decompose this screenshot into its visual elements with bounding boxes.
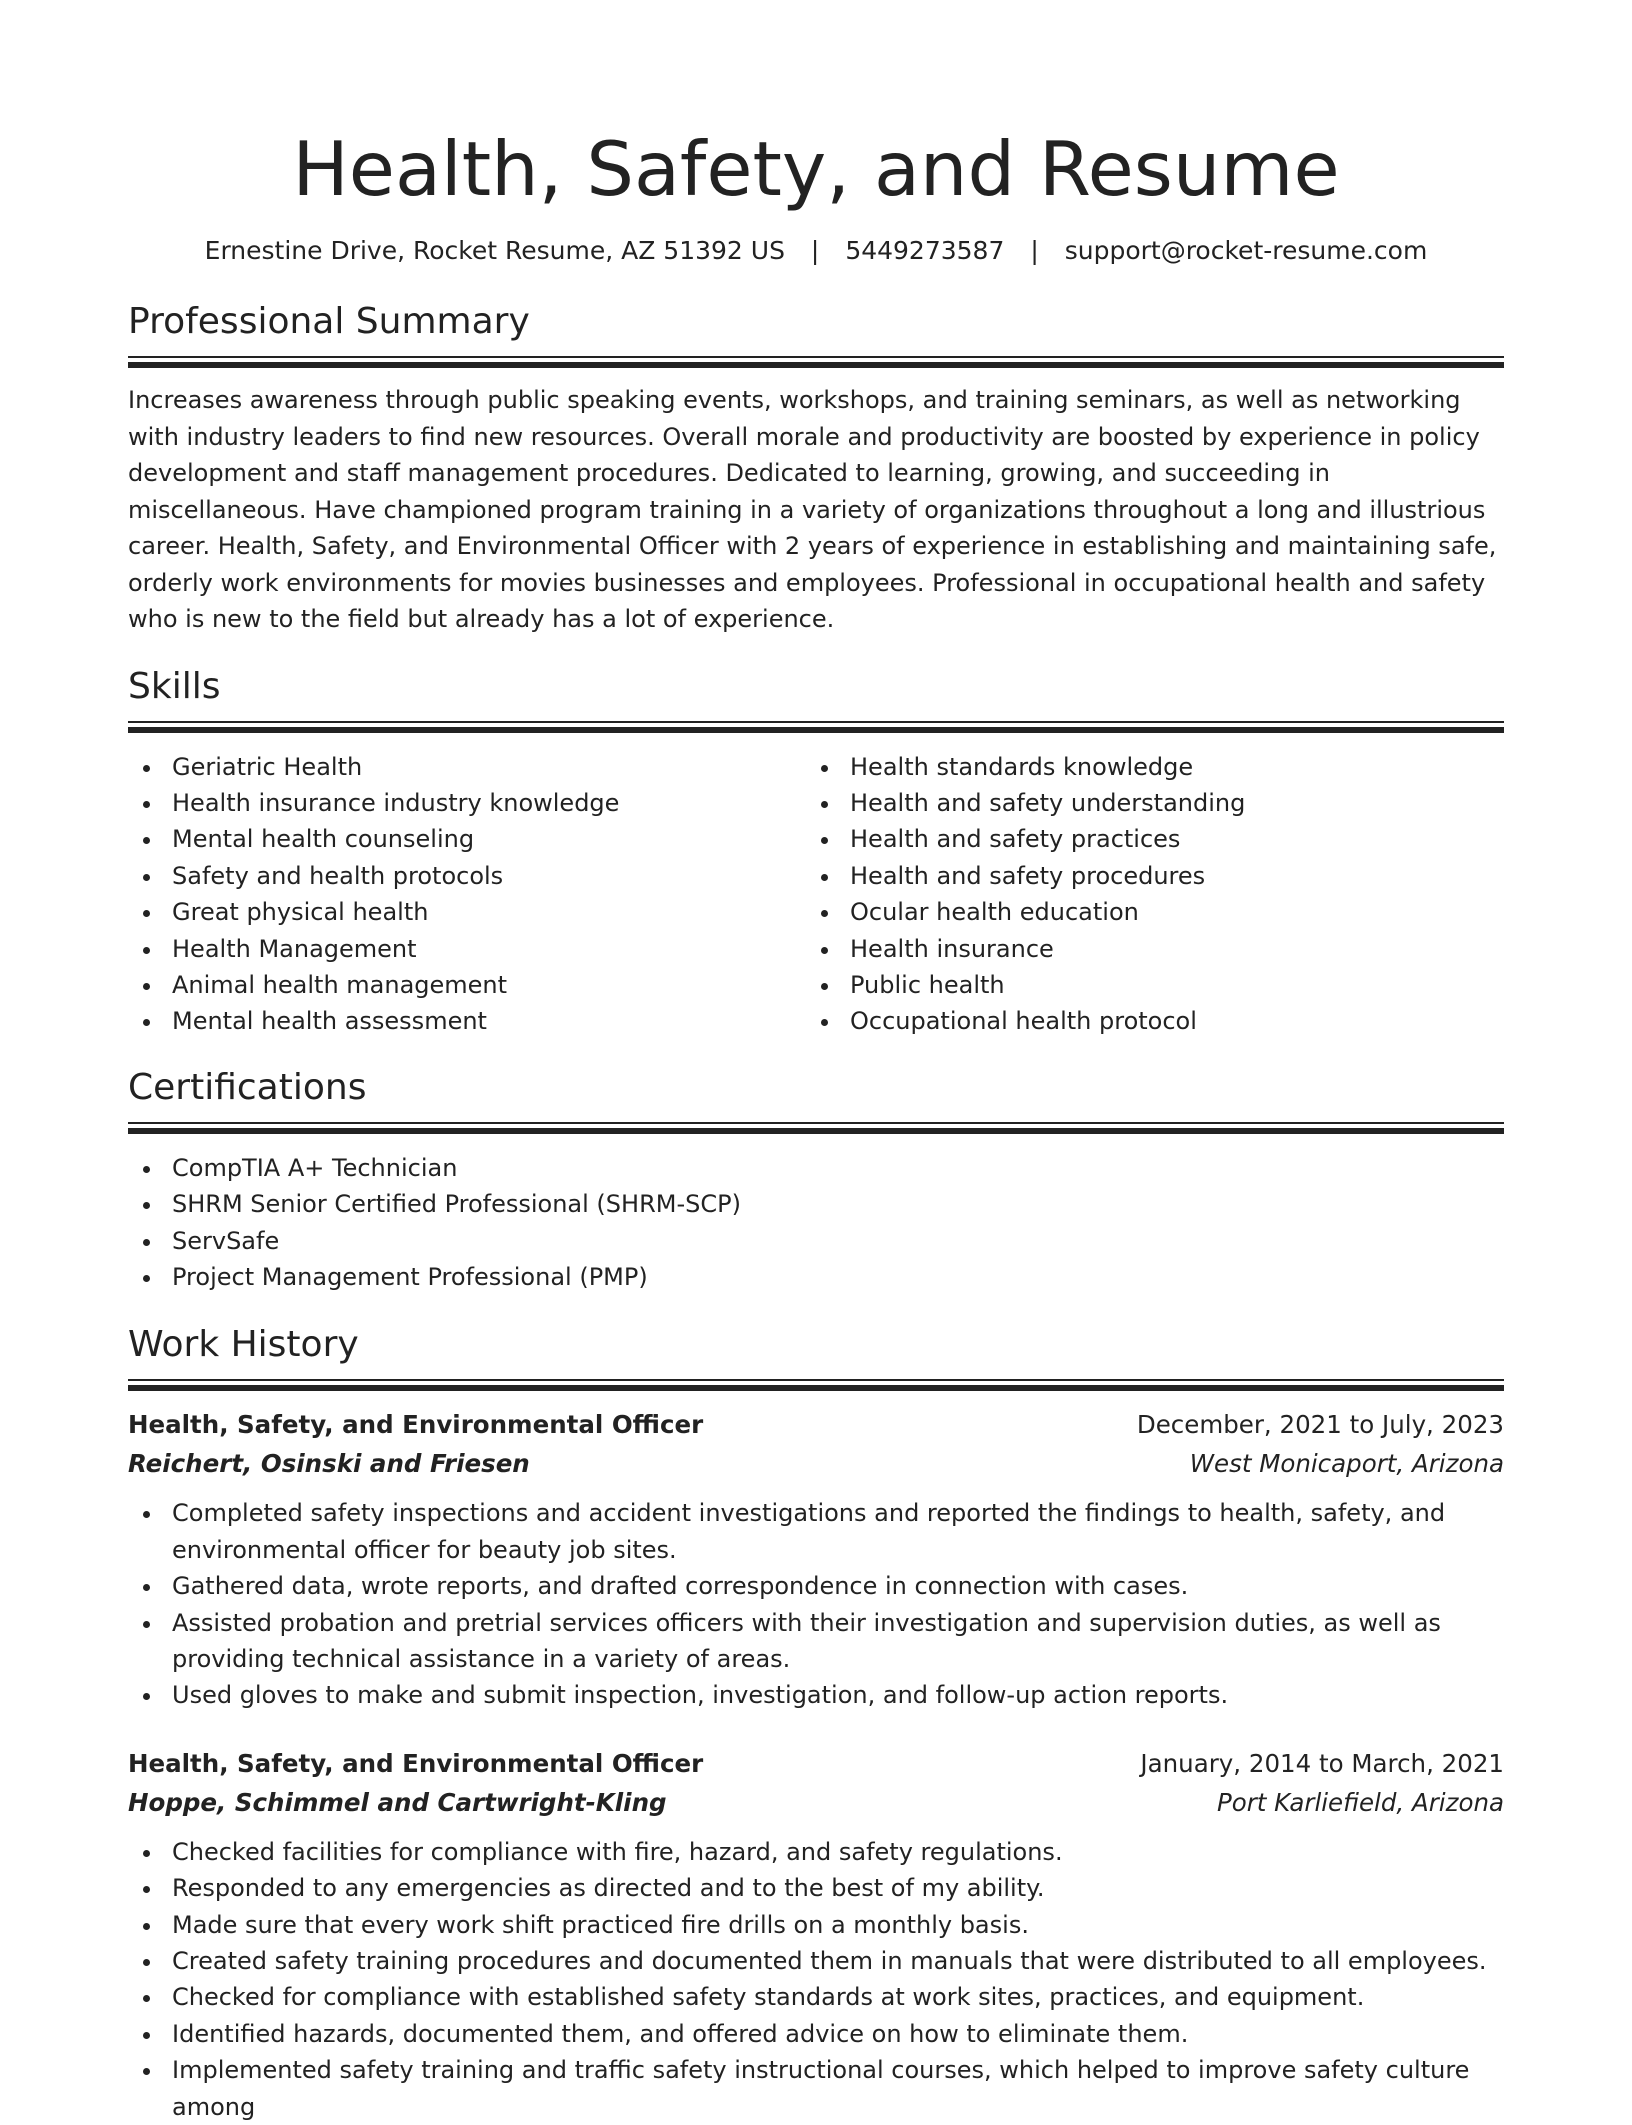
job-header [128,1744,1504,1784]
section-title-certifications: Certifications [128,1066,367,1108]
section-title-work-history: Work History [128,1324,359,1366]
section-divider [128,356,1504,368]
resume-page [128,0,1504,2125]
skill-item: Health and safety practices [806,821,1484,857]
job-header [128,1405,1504,1445]
section-title-skills: Skills [128,665,221,707]
job-bullet: Checked for compliance with established safety standards at work sites, practices, and equipment. [128,1979,1504,2015]
skill-item: Animal health management [128,967,806,1003]
job-bullet: Completed safety inspections and accident investigations and reported the findings to health, safety, and environmental officer for beauty job sites. [128,1495,1504,1568]
contact-address: Ernestine Drive, Rocket Resume, AZ 51392 US [204,236,785,265]
skill-item: Safety and health protocols [128,858,806,894]
job-bullet: Made sure that every work shift practiced fire drills on a monthly basis. [128,1907,1504,1943]
skills-columns [128,749,1504,1040]
skill-item: Geriatric Health [128,749,806,785]
skill-item: Health standards knowledge [806,749,1484,785]
skill-item: Health Management [128,931,806,967]
skills-list-right [806,749,1484,1040]
skill-item: Public health [806,967,1484,1003]
certification-item: SHRM Senior Certified Professional (SHRM-SCP) [128,1186,1504,1222]
skill-item: Ocular health education [806,894,1484,930]
job-dates: December, 2021 to July, 2023 [1136,1410,1504,1440]
job-bullet: Responded to any emergencies as directed and to the best of my ability. [128,1870,1504,1906]
summary-section [128,300,1504,638]
job-bullets [128,1834,1504,2125]
job-entry [128,1405,1504,1713]
job-bullet: Created safety training procedures and documented them in manuals that were distributed to all employees. [128,1943,1504,1979]
job-title: Health, Safety, and Environmental Officer [128,1410,704,1440]
section-title-summary: Professional Summary [128,301,530,342]
job-bullets [128,1495,1504,1713]
job-title: Health, Safety, and Environmental Officer [128,1748,704,1778]
section-divider [128,721,1504,733]
skill-item: Occupational health protocol [806,1003,1484,1039]
contact-separator: | [1030,236,1039,265]
skill-item: Mental health assessment [128,1003,806,1039]
certifications-list [128,1150,1504,1296]
skill-item: Mental health counseling [128,821,806,857]
contact-email[interactable]: support@rocket-resume.com [1064,236,1428,265]
section-divider [128,1122,1504,1134]
certification-item: Project Management Professional (PMP) [128,1259,1504,1295]
skill-item: Health and safety understanding [806,785,1484,821]
job-bullet: Identified hazards, documented them, and offered advice on how to eliminate them. [128,2016,1504,2052]
section-divider [128,1379,1504,1391]
job-bullet: Assisted probation and pretrial services officers with their investigation and supervision duties, as well as providing technical assistance in a variety of areas. [128,1605,1504,1678]
job-bullet: Checked facilities for compliance with fire, hazard, and safety regulations. [128,1834,1504,1870]
contact-phone: 5449273587 [845,236,1005,265]
skill-item: Health insurance [806,931,1484,967]
job-subheader [128,1445,1504,1483]
skills-list-left [128,749,806,1040]
job-company: Reichert, Osinski and Friesen [128,1449,530,1479]
skill-item: Health insurance industry knowledge [128,785,806,821]
skills-section [128,665,1504,1040]
job-location: Port Karliefield, Arizona [1216,1787,1504,1817]
resume-title: Health, Safety, and Resume [292,125,1340,213]
certifications-section [128,1066,1504,1296]
certification-item: CompTIA A+ Technician [128,1150,1504,1186]
job-location: West Monicaport, Arizona [1189,1449,1504,1479]
job-bullet: Implemented safety training and traffic safety instructional courses, which helped to improve safety culture among [128,2052,1504,2125]
skill-item: Health and safety procedures [806,858,1484,894]
job-bullet: Gathered data, wrote reports, and drafted correspondence in connection with cases. [128,1568,1504,1604]
summary-text: Increases awareness through public speaking events, workshops, and training seminars, as well as networking with industry leaders to find new resources. Overall morale and productivity are boosted by experience in policy development and staff management procedures. Dedicated to learning, growing, and succeeding in miscellaneous. Have championed program training in a variety of organizations throughout a long and illustrious career. Health, Safety, and Environmental Officer with 2 years of experience in establishing and maintaining safe, orderly work environments for movies businesses and employees. Professional in occupational health and safety who is new to the field but already has a lot of experience. [128,386,1497,633]
work-history-section [128,1323,1504,2125]
skill-item: Great physical health [128,894,806,930]
job-dates: January, 2014 to March, 2021 [1140,1748,1504,1778]
job-bullet: Used gloves to make and submit inspection, investigation, and follow-up action reports. [128,1677,1504,1713]
contact-line [128,236,1504,266]
job-subheader [128,1784,1504,1822]
certification-item: ServSafe [128,1223,1504,1259]
contact-separator: | [810,236,820,265]
job-company: Hoppe, Schimmel and Cartwright-Kling [128,1787,667,1817]
job-entry [128,1744,1504,2125]
